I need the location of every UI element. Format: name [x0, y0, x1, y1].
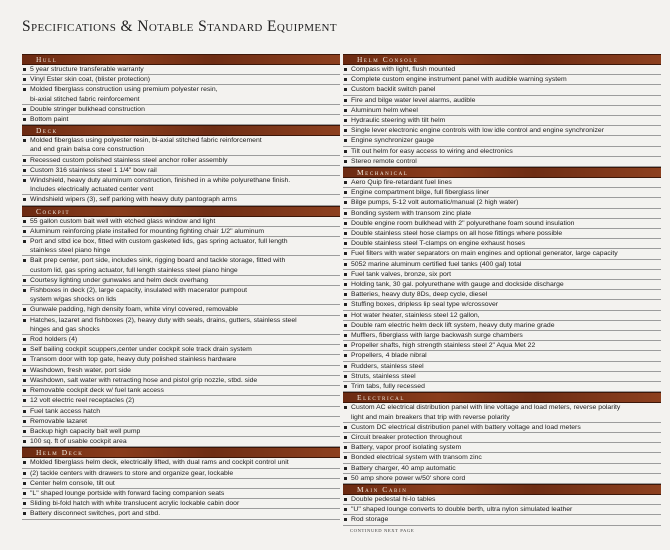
- spec-item: [343, 300, 661, 310]
- spec-item: [343, 96, 661, 106]
- spec-item: [343, 75, 661, 85]
- spec-item-text: Holding tank, 30 gal. polyurethane with gauge and dockside discharge: [351, 281, 564, 289]
- spec-item-text: Stuffing boxes, dripless lip seal type w/crossover: [351, 301, 499, 309]
- spec-item-text: Washdown, salt water with retracting hose and pistol grip nozzle, stbd. side: [30, 376, 258, 384]
- section-header-cockpit: Cockpit: [22, 206, 340, 217]
- spec-item: [343, 321, 661, 331]
- spec-item: [343, 85, 661, 95]
- spec-item-text: Rod storage: [351, 516, 389, 524]
- bullet-square-icon: [344, 119, 347, 122]
- spec-item: [22, 499, 340, 509]
- spec-item-text: Battery, vapor proof isolating system: [351, 444, 462, 452]
- spec-item-text: Double stainless steel T-clamps on engine exhaust hoses: [351, 240, 526, 248]
- spec-item-text: Batteries, heavy duty 8Ds, deep cycle, diesel: [351, 291, 488, 299]
- spec-item-text: Fuel filters with water separators on main engines and optional generator, large capacity: [351, 250, 618, 258]
- spec-item-text: Gunwale padding, high density foam, white vinyl covered, removable: [30, 306, 239, 314]
- spec-item: [22, 195, 340, 205]
- section-header-helm-console: Helm Console: [343, 54, 661, 65]
- bullet-square-icon: [344, 252, 347, 255]
- bullet-square-icon: [344, 385, 347, 388]
- bullet-square-icon: [23, 198, 26, 201]
- spec-item-text: Transom door with top gate, heavy duty polished stainless hardware: [30, 356, 237, 364]
- bullet-square-icon: [23, 78, 26, 81]
- bullet-square-icon: [344, 78, 347, 81]
- left-column: [22, 54, 340, 520]
- bullet-square-icon: [23, 512, 26, 515]
- bullet-square-icon: [23, 502, 26, 505]
- bullet-square-icon: [23, 420, 26, 423]
- spec-item: [22, 458, 340, 468]
- bullet-square-icon: [344, 273, 347, 276]
- spec-item-text: Fire and bilge water level alarms, audible: [351, 96, 476, 104]
- bullet-square-icon: [344, 406, 347, 409]
- spec-item: [22, 237, 340, 256]
- right-column: [343, 54, 661, 533]
- spec-item-text: Double stainless steel hose clamps on all hose fittings where possible: [351, 230, 563, 238]
- spec-item-text: Fuel tank access hatch: [30, 407, 100, 415]
- spec-item: [22, 217, 340, 227]
- spec-item-text: bi-axial stitched fabric reinforcement: [30, 95, 140, 103]
- spec-item-text: 5 year structure transferable warranty: [30, 66, 144, 73]
- bullet-square-icon: [23, 240, 26, 243]
- spec-item-text: (2) tackle centers with drawers to store and organize gear, lockable: [30, 469, 234, 477]
- bullet-square-icon: [23, 348, 26, 351]
- spec-item-text: 100 sq. ft of usable cockpit area: [30, 438, 127, 446]
- spec-item-text: and end grain balsa core construction: [30, 146, 145, 154]
- spec-item: [343, 239, 661, 249]
- spec-item: [343, 178, 661, 188]
- spec-item-text: Engine synchronizer gauge: [351, 137, 434, 145]
- bullet-square-icon: [344, 232, 347, 235]
- section-header-main-cabin: Main Cabin: [343, 484, 661, 495]
- spec-item-text: Bait prep center, port side, includes sink, rigging board and tackle storage, fitted with: [30, 257, 286, 265]
- spec-item-text: Bilge pumps, 5-12 volt automatic/manual (2 high water): [351, 199, 519, 207]
- bullet-square-icon: [23, 179, 26, 182]
- spec-item: [343, 423, 661, 433]
- spec-item-text: Windshield, heavy duty aluminum construction, finished in a white polyurethane finish.: [30, 177, 291, 185]
- spec-item-text: Mufflers, fiberglass with large backwash surge chambers: [351, 332, 523, 340]
- spec-item-text: system w/gas shocks on lids: [30, 296, 117, 304]
- spec-item-text: Rod holders (4): [30, 336, 78, 344]
- spec-item-text: Complete custom engine instrument panel with audible warning system: [351, 76, 567, 84]
- bullet-square-icon: [23, 482, 26, 485]
- spec-item-text: Fishboxes in deck (2), large capacity, insulated with macerator pumpout: [30, 287, 248, 295]
- bullet-square-icon: [344, 467, 347, 470]
- spec-item: [22, 479, 340, 489]
- bullet-square-icon: [344, 365, 347, 368]
- spec-item-text: Single lever electronic engine controls with low idle control and engine synchronizer: [351, 127, 604, 135]
- spec-item: [22, 85, 340, 104]
- spec-item: [343, 403, 661, 422]
- spec-item-text: Molded fiberglass helm deck, electrically lifted, with dual rams and cockpit control unit: [30, 459, 289, 467]
- bullet-square-icon: [23, 319, 26, 322]
- spec-item-text: Aluminum reinforcing plate installed for mounting fighting chair 1/2" aluminum: [30, 227, 265, 235]
- spec-item-text: Bonding system with transom zinc plate: [351, 209, 472, 217]
- bullet-square-icon: [23, 379, 26, 382]
- spec-item: [22, 366, 340, 376]
- spec-item: [343, 147, 661, 157]
- bullet-square-icon: [344, 446, 347, 449]
- spec-item: [343, 372, 661, 382]
- spec-item: [22, 105, 340, 115]
- bullet-square-icon: [23, 68, 26, 71]
- spec-item-text: Custom 316 stainless steel 1 1/4" bow rail: [30, 166, 157, 174]
- spec-item-text: hinges and gas shocks: [30, 325, 100, 333]
- bullet-square-icon: [344, 324, 347, 327]
- spec-item: [22, 427, 340, 437]
- bullet-square-icon: [23, 118, 26, 121]
- spec-item: [343, 116, 661, 126]
- spec-item: [343, 311, 661, 321]
- spec-item: [343, 290, 661, 300]
- spec-item: [343, 209, 661, 219]
- spec-item: [343, 260, 661, 270]
- bullet-square-icon: [23, 430, 26, 433]
- spec-item: [22, 335, 340, 345]
- bullet-square-icon: [344, 314, 347, 317]
- spec-item-text: 5052 marine aluminum certified fuel tanks (400 gal) total: [351, 260, 522, 268]
- spec-item-text: "L" shaped lounge portside with forward facing companion seats: [30, 489, 225, 497]
- spec-item: [22, 355, 340, 365]
- bullet-square-icon: [344, 68, 347, 71]
- spec-item-text: Fuel tank valves, bronze, six port: [351, 270, 452, 278]
- bullet-square-icon: [23, 308, 26, 311]
- spec-item-text: Custom AC electrical distribution panel with line voltage and load meters, reverse polarity: [351, 404, 621, 412]
- bullet-square-icon: [23, 389, 26, 392]
- spec-item-text: custom lid, gas spring actuator, full length stainless steel piano hinge: [30, 266, 238, 274]
- bullet-square-icon: [344, 99, 347, 102]
- spec-item: [343, 515, 661, 525]
- spec-item-text: Propeller shafts, high strength stainless steel 2" Aqua Met 22: [351, 342, 536, 350]
- spec-item-text: Hydraulic steering with tilt helm: [351, 117, 446, 125]
- spec-item: [22, 256, 340, 275]
- bullet-square-icon: [344, 293, 347, 296]
- bullet-square-icon: [344, 508, 347, 511]
- spec-item-text: Rudders, stainless steel: [351, 362, 424, 370]
- spec-item: [22, 276, 340, 286]
- spec-item-text: "U" shaped lounge converts to double berth, ultra nylon simulated leather: [351, 506, 573, 514]
- spec-item-text: Custom backlit switch panel: [351, 86, 436, 94]
- bullet-square-icon: [23, 139, 26, 142]
- spec-item-text: Battery disconnect switches, port and stbd.: [30, 510, 161, 518]
- bullet-square-icon: [344, 263, 347, 266]
- spec-item: [343, 280, 661, 290]
- section-header-hull: Hull: [22, 54, 340, 65]
- bullet-square-icon: [23, 220, 26, 223]
- spec-item: [343, 362, 661, 372]
- spec-item: [22, 115, 340, 125]
- bullet-square-icon: [344, 242, 347, 245]
- spec-item-text: Bottom paint: [30, 116, 69, 124]
- bullet-square-icon: [344, 150, 347, 153]
- spec-item: [343, 443, 661, 453]
- spec-item-text: Includes electrically actuated center vent: [30, 186, 154, 194]
- spec-item: [343, 331, 661, 341]
- bullet-square-icon: [344, 88, 347, 91]
- spec-item: [343, 136, 661, 146]
- spec-item-text: Backup high capacity bait well pump: [30, 427, 141, 435]
- bullet-square-icon: [23, 88, 26, 91]
- spec-item: [343, 249, 661, 259]
- spec-item-text: Courtesy lighting under gunwales and helm deck overhang: [30, 276, 209, 284]
- section-header-electrical: Electrical: [343, 392, 661, 403]
- bullet-square-icon: [344, 426, 347, 429]
- spec-item: [343, 464, 661, 474]
- spec-item: [22, 376, 340, 386]
- spec-item-text: Tilt out helm for easy access to wiring and electronics: [351, 147, 513, 155]
- bullet-square-icon: [344, 334, 347, 337]
- spec-item-text: Molded fiberglass construction using premium polyester resin,: [30, 86, 218, 94]
- spec-item-text: Self bailing cockpit scuppers,center under cockpit sole track drain system: [30, 346, 252, 354]
- spec-item-text: Center helm console, tilt out: [30, 479, 115, 487]
- spec-item: [343, 270, 661, 280]
- bullet-square-icon: [344, 456, 347, 459]
- spec-item: [22, 136, 340, 155]
- spec-item-text: Propellers, 4 blade nibral: [351, 352, 427, 360]
- spec-item: [22, 407, 340, 417]
- spec-item-text: Circuit breaker protection throughout: [351, 433, 463, 441]
- spec-item: [343, 453, 661, 463]
- bullet-square-icon: [344, 344, 347, 347]
- spec-item-text: Engine compartment bilge, full fiberglass liner: [351, 189, 490, 197]
- spec-item: [343, 157, 661, 167]
- continued-next-page-note: CONTINUED NEXT PAGE: [350, 527, 415, 533]
- bullet-square-icon: [344, 222, 347, 225]
- spec-item: [343, 382, 661, 392]
- spec-item: [22, 227, 340, 237]
- spec-item-text: Aero Quip fire-retardant fuel lines: [351, 179, 452, 187]
- section-header-mechanical: Mechanical: [343, 167, 661, 178]
- bullet-square-icon: [23, 358, 26, 361]
- bullet-square-icon: [344, 139, 347, 142]
- spec-item-text: Aluminum helm wheel: [351, 106, 418, 114]
- bullet-square-icon: [23, 461, 26, 464]
- spec-item: [22, 286, 340, 305]
- spec-item: [22, 489, 340, 499]
- spec-item-text: Recessed custom polished stainless steel anchor roller assembly: [30, 156, 228, 164]
- bullet-square-icon: [344, 498, 347, 501]
- spec-item: [343, 106, 661, 116]
- bullet-square-icon: [344, 283, 347, 286]
- spec-item-text: Removable lazaret: [30, 417, 88, 425]
- spec-item-text: Removable cockpit deck w/ fuel tank access: [30, 387, 164, 395]
- bullet-square-icon: [23, 259, 26, 262]
- bullet-square-icon: [23, 289, 26, 292]
- spec-item: [343, 351, 661, 361]
- section-header-deck: Deck: [22, 125, 340, 136]
- spec-item: [22, 75, 340, 85]
- spec-item-text: Custom DC electrical distribution panel with battery voltage and load meters: [351, 423, 581, 431]
- spec-item-text: Double ram electric helm deck lift system, heavy duty marine grade: [351, 321, 555, 329]
- spec-item: [22, 176, 340, 195]
- spec-item: [22, 345, 340, 355]
- spec-item: [22, 509, 340, 519]
- bullet-square-icon: [344, 375, 347, 378]
- spec-item-text: Washdown, fresh water, port side: [30, 366, 131, 374]
- spec-item: [22, 386, 340, 396]
- bullet-square-icon: [344, 191, 347, 194]
- spec-item: [22, 156, 340, 166]
- bullet-square-icon: [23, 338, 26, 341]
- bullet-square-icon: [344, 518, 347, 521]
- bullet-square-icon: [344, 109, 347, 112]
- spec-item: [343, 65, 661, 75]
- bullet-square-icon: [23, 369, 26, 372]
- bullet-square-icon: [344, 212, 347, 215]
- spec-item-text: stainless steel piano hinge: [30, 247, 111, 255]
- bullet-square-icon: [344, 477, 347, 480]
- spec-item: [343, 198, 661, 208]
- spec-item: [22, 316, 340, 335]
- spec-item: [22, 396, 340, 406]
- spec-item-text: Vinyl Ester skin coat, (blister protection): [30, 76, 151, 84]
- spec-item-text: Double stringer bulkhead construction: [30, 105, 145, 113]
- bullet-square-icon: [23, 492, 26, 495]
- spec-item-text: Hot water heater, stainless steel 12 gallon,: [351, 311, 480, 319]
- spec-item: [22, 305, 340, 315]
- spec-item: [22, 166, 340, 176]
- bullet-square-icon: [23, 169, 26, 172]
- spec-item-text: Battery charger, 40 amp automatic: [351, 464, 456, 472]
- bullet-square-icon: [344, 160, 347, 163]
- spec-item: [343, 495, 661, 505]
- spec-item-text: Double pedestal hi-lo tables: [351, 495, 436, 503]
- bullet-square-icon: [23, 159, 26, 162]
- spec-item: [22, 65, 340, 75]
- spec-item-text: Molded fiberglass using polyester resin, bi-axial stitched fabric reinforcement: [30, 137, 262, 145]
- bullet-square-icon: [23, 410, 26, 413]
- bullet-square-icon: [23, 108, 26, 111]
- section-header-helm-deck: Helm Deck: [22, 447, 340, 458]
- spec-item-text: Sliding bi-fold hatch with white translucent acrylic lockable cabin door: [30, 500, 240, 508]
- bullet-square-icon: [23, 472, 26, 475]
- spec-item: [343, 229, 661, 239]
- bullet-square-icon: [344, 181, 347, 184]
- spec-item: [343, 341, 661, 351]
- spec-item-text: Port and stbd ice box, fitted with custom gasketed lids, gas spring actuator, full length: [30, 238, 288, 246]
- spec-item: [343, 219, 661, 229]
- spec-item: [22, 417, 340, 427]
- bullet-square-icon: [23, 440, 26, 443]
- spec-item-text: Double engine room bulkhead with 2" polyurethane foam sound insulation: [351, 219, 575, 227]
- spec-item-text: light and main breakers that trip with reverse polarity: [351, 413, 510, 421]
- spec-item: [343, 188, 661, 198]
- bullet-square-icon: [344, 354, 347, 357]
- spec-item: [343, 505, 661, 515]
- bullet-square-icon: [344, 201, 347, 204]
- spec-item: [22, 469, 340, 479]
- spec-item-text: Windshield wipers (3), self parking with heavy duty pantograph arms: [30, 196, 237, 204]
- spec-item: [22, 437, 340, 447]
- bullet-square-icon: [23, 399, 26, 402]
- spec-item-text: Trim tabs, fully recessed: [351, 383, 425, 391]
- bullet-square-icon: [344, 303, 347, 306]
- spec-item-text: Struts, stainless steel: [351, 372, 416, 380]
- spec-item: [343, 433, 661, 443]
- spec-item: [343, 474, 661, 484]
- bullet-square-icon: [23, 230, 26, 233]
- spec-item-text: 55 gallon custom bait well with etched glass window and light: [30, 217, 216, 225]
- bullet-square-icon: [344, 436, 347, 439]
- page-title: Specifications & Notable Standard Equipment: [22, 18, 337, 35]
- spec-item-text: Bonded electrical system with transom zinc: [351, 454, 482, 462]
- spec-item-text: 12 volt electric reel receptacles (2): [30, 397, 135, 405]
- spec-item-text: 50 amp shore power w/50' shore cord: [351, 474, 466, 482]
- spec-item-text: Compass with light, flush mounted: [351, 66, 456, 73]
- bullet-square-icon: [344, 129, 347, 132]
- spec-item: [343, 126, 661, 136]
- spec-item-text: Stereo remote control: [351, 157, 417, 165]
- spec-item-text: Hatches, lazaret and fishboxes (2), heavy duty with seals, drains, gutters, stainless steel: [30, 316, 297, 324]
- bullet-square-icon: [23, 279, 26, 282]
